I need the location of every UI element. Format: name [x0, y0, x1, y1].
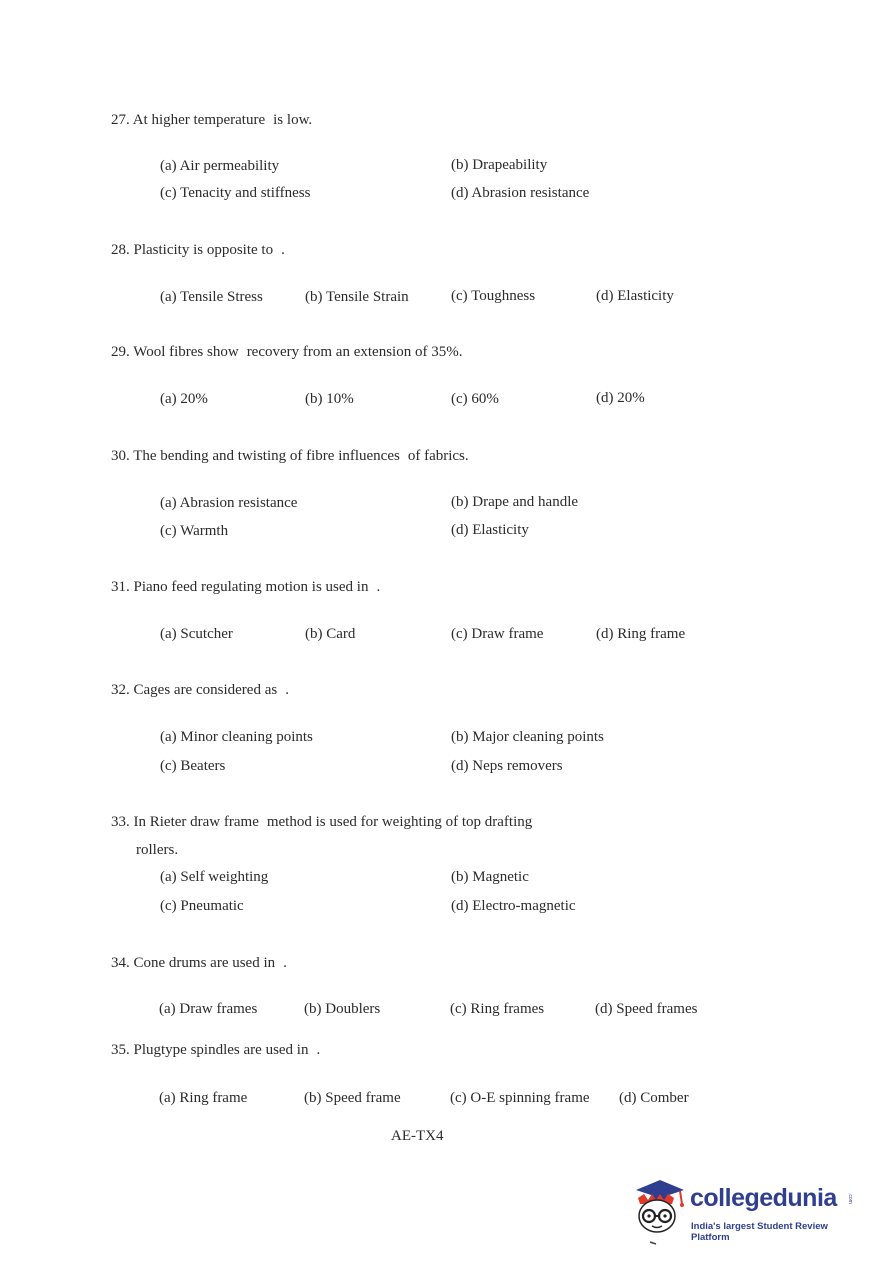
option-d: (d) Ring frame — [596, 626, 686, 642]
option-b: (b) Drape and handle — [451, 494, 579, 510]
option-b: (b) Drapeability — [451, 157, 548, 173]
question-stem-end: . — [285, 682, 289, 698]
question-stem-end: . — [316, 1042, 321, 1058]
option-a: (a) Draw frames — [159, 1001, 258, 1017]
question-text — [111, 1042, 320, 1059]
option-b: (b) Doublers — [304, 1001, 381, 1017]
option-c: (c) Pneumatic — [160, 898, 244, 914]
question-stem: The bending and twisting of fibre influences — [133, 448, 400, 464]
question-stem-end: . — [376, 579, 381, 595]
question-text — [111, 448, 469, 465]
option-b: (b) 10% — [305, 391, 354, 407]
option-b: (b) Major cleaning points — [451, 729, 604, 745]
option-c: (c) 60% — [451, 391, 499, 407]
brand-name: collegedunia — [690, 1184, 837, 1212]
question-number: 35. — [111, 1042, 130, 1058]
option-b: (b) Magnetic — [451, 869, 529, 885]
option-a: (a) Tensile Stress — [160, 289, 263, 305]
question-stem-end: is low. — [273, 112, 313, 128]
option-a: (a) Ring frame — [159, 1090, 248, 1106]
question-stem: Piano feed regulating motion is used in — [133, 579, 369, 595]
question-stem: At higher temperature — [132, 112, 266, 128]
option-c: (c) O-E spinning frame — [450, 1090, 590, 1106]
question-stem-end: of fabrics. — [407, 448, 469, 464]
question-text — [111, 344, 462, 361]
option-a: (a) Minor cleaning points — [160, 729, 313, 745]
question-number: 28. — [111, 242, 130, 258]
question-stem: Plasticity is opposite to — [133, 242, 274, 258]
option-c: (c) Toughness — [451, 288, 536, 304]
question-number: 34. — [111, 955, 130, 971]
question-continuation: rollers. — [136, 842, 179, 858]
question-number: 32. — [111, 682, 130, 698]
question-stem-end: method is used for weighting of top drafting — [266, 814, 533, 830]
question-stem-end: . — [283, 955, 287, 971]
option-d: (d) Speed frames — [595, 1001, 698, 1017]
option-d: (d) Elasticity — [451, 522, 529, 538]
option-a: (a) Abrasion resistance — [160, 495, 298, 511]
question-stem-end: recovery from an extension of 35%. — [246, 344, 463, 360]
question-text — [111, 814, 532, 831]
option-d: (d) Electro-magnetic — [451, 898, 576, 914]
mascot-icon — [630, 1176, 688, 1246]
collegedunia-logo — [630, 1176, 860, 1246]
question-number: 29. — [111, 344, 130, 360]
option-b: (b) Tensile Strain — [305, 289, 409, 305]
question-text — [111, 112, 312, 129]
option-c: (c) Warmth — [160, 523, 229, 539]
option-c: (c) Beaters — [160, 758, 226, 774]
option-a: (a) 20% — [160, 391, 208, 407]
option-c: (c) Draw frame — [451, 626, 544, 642]
brand-tagline: India's largest Student Review Platform — [691, 1221, 828, 1243]
question-number: 27. — [111, 112, 130, 128]
question-number: 31. — [111, 579, 130, 595]
question-text — [111, 579, 380, 596]
question-text — [111, 955, 287, 972]
option-d: (d) Elasticity — [596, 288, 674, 304]
option-d: (d) Neps removers — [451, 758, 563, 774]
option-a: (a) Self weighting — [160, 869, 269, 885]
question-stem: Cone drums are used in — [133, 955, 276, 971]
option-d: (d) Abrasion resistance — [451, 185, 590, 201]
question-stem-end: . — [281, 242, 285, 258]
option-d: (d) 20% — [596, 390, 645, 406]
option-d: (d) Comber — [619, 1090, 689, 1106]
option-c: (c) Tenacity and stiffness — [160, 185, 311, 201]
brand-suffix: .com — [847, 1193, 853, 1204]
paper-code: AE-TX4 — [391, 1128, 444, 1144]
question-stem: Plugtype spindles are used in — [133, 1042, 309, 1058]
question-stem: Wool fibres show — [133, 344, 239, 360]
question-stem: In Rieter draw frame — [133, 814, 259, 830]
option-b: (b) Card — [305, 626, 356, 642]
option-b: (b) Speed frame — [304, 1090, 401, 1106]
option-a: (a) Scutcher — [160, 626, 233, 642]
question-number: 33. — [111, 814, 130, 830]
question-stem: Cages are considered as — [133, 682, 278, 698]
option-a: (a) Air permeability — [160, 158, 280, 174]
question-text — [111, 242, 285, 259]
question-text — [111, 682, 289, 699]
option-c: (c) Ring frames — [450, 1001, 545, 1017]
question-number: 30. — [111, 448, 130, 464]
